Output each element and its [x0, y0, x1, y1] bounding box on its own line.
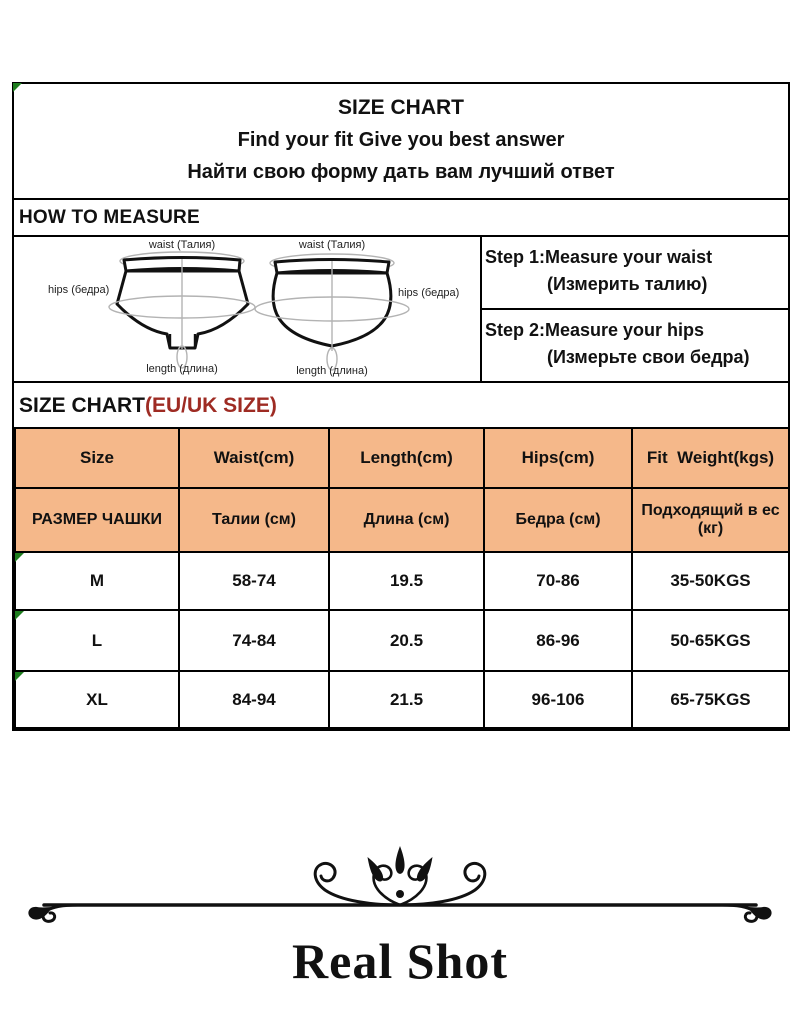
front-length-label: length (длина): [146, 363, 218, 375]
excel-error-triangle: [15, 672, 24, 681]
step-2-text-ru: (Измерьте свои бедра): [547, 347, 750, 367]
excel-error-triangle: [13, 83, 22, 92]
real-shot-title: Real Shot: [292, 933, 508, 989]
front-waist-label: waist (Талия): [148, 239, 216, 251]
header-weight-ru: Подходящий в ес (кг): [632, 488, 789, 552]
waist-value: 74-84: [179, 610, 329, 671]
size-chart-sheet: [12, 82, 790, 731]
step-1: [482, 237, 788, 310]
size-chart-heading: [14, 381, 788, 427]
length-value: 20.5: [329, 610, 484, 671]
header-hips: Hips(cm): [484, 428, 632, 488]
excel-error-triangle: [15, 611, 24, 620]
header-waist-ru: Талии (см): [179, 488, 329, 552]
table-header-row-en: [15, 428, 789, 488]
step-1-text-ru: (Измерить талию): [547, 274, 708, 294]
flourish-icon: [20, 843, 780, 931]
decorative-divider: [20, 843, 780, 931]
header-size-ru: РАЗМЕР ЧАШКИ: [15, 488, 179, 552]
header-length: Length(cm): [329, 428, 484, 488]
back-hips-label: hips (бедра): [398, 287, 460, 299]
panty-diagrams: [14, 237, 480, 381]
size-value: M: [89, 571, 105, 590]
page-title: SIZE CHART: [338, 96, 464, 119]
table-row: [15, 671, 789, 728]
front-hips-label: hips (бедра): [48, 284, 110, 296]
size-value: L: [91, 630, 103, 650]
table-header-row-ru: [15, 488, 789, 552]
hips-value: 86-96: [484, 610, 632, 671]
subtitle-ru: Найти свою форму дать вам лучший ответ: [187, 161, 615, 183]
size-chart-heading-red: (EU/UK SIZE): [145, 394, 277, 417]
waist-value: 58-74: [179, 552, 329, 610]
header-size: Size: [15, 428, 179, 488]
header-waist: Waist(cm): [179, 428, 329, 488]
length-value: 19.5: [329, 552, 484, 610]
weight-value: 65-75KGS: [632, 671, 789, 728]
length-value: 21.5: [329, 671, 484, 728]
table-row: [15, 610, 789, 671]
header-length-ru: Длина (см): [329, 488, 484, 552]
weight-value: 50-65KGS: [632, 610, 789, 671]
weight-value: 35-50KGS: [632, 552, 789, 610]
measure-section: [14, 235, 788, 381]
back-length-label: length (длина): [296, 365, 368, 377]
table-row: [15, 552, 789, 610]
size-chart-heading-black: SIZE CHART: [19, 394, 145, 417]
measure-steps: [480, 237, 788, 381]
how-to-measure-heading: HOW TO MEASURE: [14, 198, 788, 235]
title-block: [14, 84, 788, 198]
size-value: XL: [86, 689, 108, 709]
hips-value: 96-106: [484, 671, 632, 728]
hips-value: 70-86: [484, 552, 632, 610]
panty-diagram-drawing: [14, 237, 482, 381]
size-table: [14, 427, 790, 729]
step-2: [482, 310, 788, 381]
waist-value: 84-94: [179, 671, 329, 728]
step-2-text-en: Step 2:Measure your hips: [485, 320, 705, 340]
excel-error-triangle: [15, 553, 24, 562]
header-hips-ru: Бедра (см): [484, 488, 632, 552]
back-waist-label: waist (Талия): [298, 239, 366, 251]
step-1-text-en: Step 1:Measure your waist: [485, 247, 713, 267]
subtitle-en: Find your fit Give you best answer: [237, 129, 565, 151]
header-weight: Fit Weight(kgs): [632, 428, 789, 488]
